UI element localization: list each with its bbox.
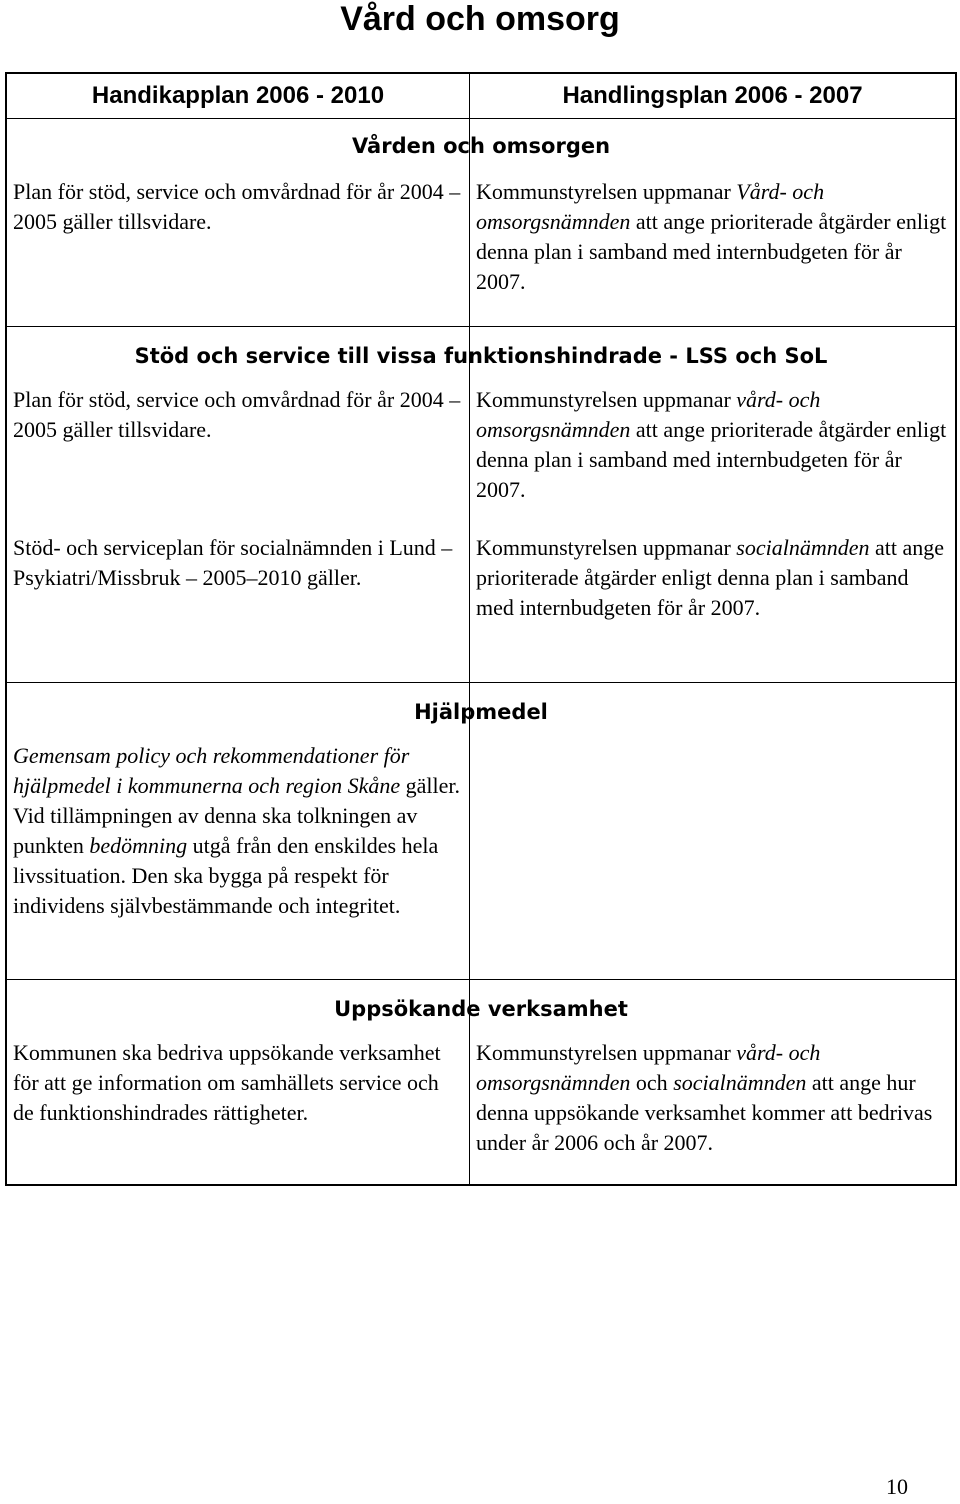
plan-table	[5, 72, 957, 1186]
page-number: 10	[886, 1474, 908, 1499]
table-header-row	[7, 74, 955, 119]
section-uppsokande-title: Uppsökande verksamhet	[334, 997, 628, 1021]
section-varden-title: Vården och omsorgen	[351, 134, 611, 158]
lss-action-text: Kommunstyrelsen uppmanar vård- och omsorgsnämnden att ange prioriterade åtgärder enligt denna plan i samband med internbudgeten för år 2007.	[476, 387, 947, 502]
page-title: Vård och omsorg	[340, 0, 620, 38]
lss-plan-text: Plan för stöd, service och omvårdnad för år 2004 – 2005 gäller tillsvidare.	[13, 387, 461, 442]
section-lss-title: Stöd och service till vissa funktionshindrade - LSS och SoL	[134, 344, 828, 368]
section-varden	[7, 119, 955, 327]
uppsokande-action-text: Kommunstyrelsen uppmanar vård- och omsorgsnämnden och socialnämnden att ange hur denna uppsökande verksamhet kommer att bedrivas under år 2006 och år 2007.	[476, 1040, 933, 1155]
section-hjalpmedel	[7, 683, 955, 980]
section-lss-right	[470, 327, 955, 682]
header-handlingsplan: Handlingsplan 2006 - 2007	[562, 82, 863, 109]
hjalpmedel-policy-text: Gemensam policy och rekommendationer för hjälpmedel i kommunerna och region Skåne gäller. Vid tillämpningen av denna ska tolkningen av punkten bedömning utgå från den enskildes hela livssituation. Den ska bygga på respekt för individens självbestämmande och integritet.	[13, 743, 461, 918]
section-hjalpmedel-left	[7, 683, 548, 979]
section-uppsokande	[7, 980, 955, 1184]
varden-plan-text: Plan för stöd, service och omvårdnad för år 2004 – 2005 gäller tillsvidare.	[13, 179, 461, 234]
uppsokande-text: Kommunen ska bedriva uppsökande verksamhet för att ge information om samhällets service och de funktionshindrades rättigheter.	[13, 1040, 441, 1125]
header-handikapplan: Handikapplan 2006 - 2010	[7, 74, 470, 118]
section-hjalpmedel-title: Hjälpmedel	[414, 700, 548, 724]
varden-action-text: Kommunstyrelsen uppmanar Vård- och omsorgsnämnden att ange prioriterade åtgärder enligt denna plan i samband med internbudgeten för år 2007.	[476, 179, 947, 294]
section-uppsokande-left	[7, 980, 628, 1184]
lss-psykiatri-text: Stöd- och serviceplan för socialnämnden i Lund – Psykiatri/Missbruk – 2005–2010 gäller.	[13, 535, 453, 590]
lss-social-action-text: Kommunstyrelsen uppmanar socialnämnden att ange prioriterade åtgärder enligt denna plan i samband med internbudgeten för år 2007.	[476, 535, 945, 620]
section-hjalpmedel-right	[470, 683, 955, 979]
section-lss	[7, 327, 955, 683]
section-varden-left	[7, 119, 611, 326]
